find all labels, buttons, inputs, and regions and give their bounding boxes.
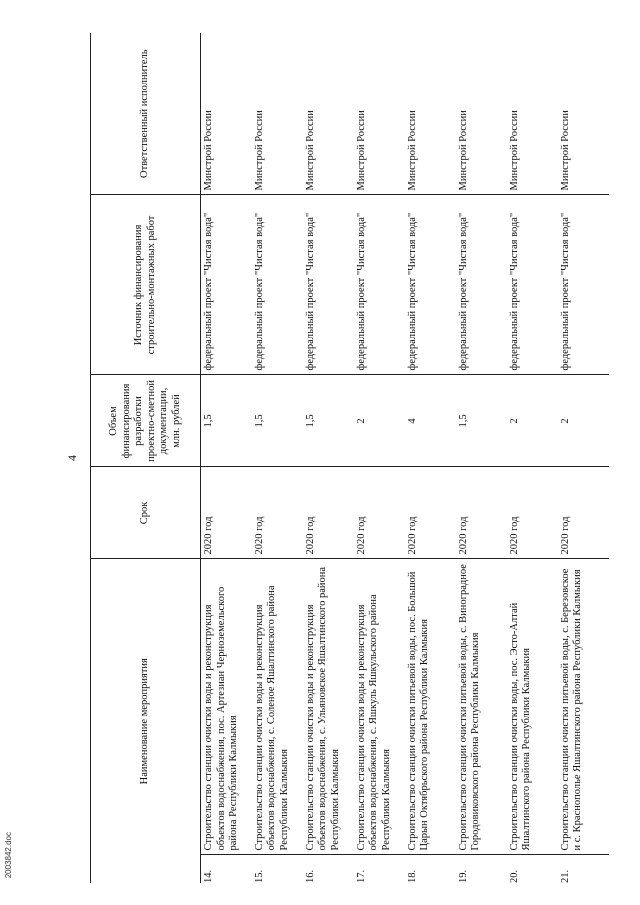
row-number: 14. <box>201 855 252 883</box>
header-name: Наименование мероприятия <box>91 559 201 883</box>
row-name: Строительство станции очистки питьевой воды, пос. Большой Царын Октябрьского района Республики Калмыкия <box>405 559 456 855</box>
row-volume: 2 <box>558 375 609 467</box>
row-volume: 1,5 <box>252 375 303 467</box>
header-source: Источник финансирования строительно-монтажных работ <box>91 195 201 375</box>
table-row <box>405 33 456 883</box>
row-source: федеральный проект "Чистая вода" <box>558 195 609 375</box>
rotated-content <box>65 33 595 883</box>
table-header-row <box>91 33 201 883</box>
row-number: 17. <box>354 855 405 883</box>
row-number: 18. <box>405 855 456 883</box>
header-executor: Ответственный исполнитель <box>91 33 201 195</box>
row-name: Строительство станции очистки воды и реконструкция объектов водоснабжения, с. Ульяновское Яшалтинского района Республики Калмыкия <box>303 559 354 855</box>
row-volume: 1,5 <box>303 375 354 467</box>
row-volume: 1,5 <box>456 375 507 467</box>
row-number: 16. <box>303 855 354 883</box>
row-volume: 1,5 <box>201 375 252 467</box>
row-executor: Минстрой России <box>457 110 469 191</box>
row-term: 2020 год <box>201 467 252 559</box>
table-row <box>201 33 252 883</box>
row-number: 15. <box>252 855 303 883</box>
table-row <box>507 33 558 883</box>
row-name: Строительство станции очистки питьевой воды, с. Виноградное Городовиковского района Республики Калмыкия <box>456 559 507 855</box>
row-executor: Минстрой России <box>304 110 316 191</box>
row-executor: Минстрой России <box>253 110 265 191</box>
row-name: Строительство станции очистки воды, пос. Эсто-Алтай Яшалтинского района Республики Калмыкия <box>507 559 558 855</box>
header-term: Срок <box>91 467 201 559</box>
footer-filename: 2003842.doc <box>4 832 13 879</box>
row-number: 21. <box>558 855 609 883</box>
row-source: федеральный проект "Чистая вода" <box>456 195 507 375</box>
row-source: федеральный проект "Чистая вода" <box>303 195 354 375</box>
row-volume: 4 <box>405 375 456 467</box>
row-term: 2020 год <box>354 467 405 559</box>
row-volume: 2 <box>354 375 405 467</box>
row-name: Строительство станции очистки воды и реконструкция объектов водоснабжения, с. Соленое Яшалтинского района Республики Калмыкия <box>252 559 303 855</box>
row-term: 2020 год <box>252 467 303 559</box>
table-row <box>456 33 507 883</box>
table-body <box>201 33 609 883</box>
row-term: 2020 год <box>507 467 558 559</box>
row-term: 2020 год <box>303 467 354 559</box>
header-volume: Объем финансирования разработки проектно-сметной документации, млн. рублей <box>91 375 201 467</box>
table-row <box>252 33 303 883</box>
page-number: 4 <box>65 455 79 461</box>
table-row <box>303 33 354 883</box>
row-number: 20. <box>507 855 558 883</box>
row-term: 2020 год <box>456 467 507 559</box>
row-source: федеральный проект "Чистая вода" <box>252 195 303 375</box>
row-executor: Минстрой России <box>406 110 418 191</box>
row-executor: Минстрой России <box>508 110 520 191</box>
row-source: федеральный проект "Чистая вода" <box>354 195 405 375</box>
row-executor: Минстрой России <box>355 110 367 191</box>
row-name: Строительство станции очистки воды и реконструкция объектов водоснабжения, с. Яшкуль Яшкульского района Республики Калмыкия <box>354 559 405 855</box>
table-row <box>354 33 405 883</box>
row-term: 2020 год <box>405 467 456 559</box>
row-source: федеральный проект "Чистая вода" <box>507 195 558 375</box>
row-executor: Минстрой России <box>203 110 214 191</box>
row-executor: Минстрой России <box>559 110 571 191</box>
row-volume: 2 <box>507 375 558 467</box>
row-name: Строительство станции очистки питьевой воды, с. Березовское и с. Краснополье Яшалтинского района Республики Калмыкия <box>558 559 609 855</box>
activities-table <box>90 33 609 883</box>
row-source: федеральный проект "Чистая вода" <box>201 195 252 375</box>
row-number: 19. <box>456 855 507 883</box>
row-source: федеральный проект "Чистая вода" <box>405 195 456 375</box>
row-name: Строительство станции очистки воды и реконструкция объектов водоснабжения, пос. Артезиан Черноземельского района Республики Калмыкия <box>201 559 252 855</box>
row-term: 2020 год <box>558 467 609 559</box>
table-row <box>558 33 609 883</box>
